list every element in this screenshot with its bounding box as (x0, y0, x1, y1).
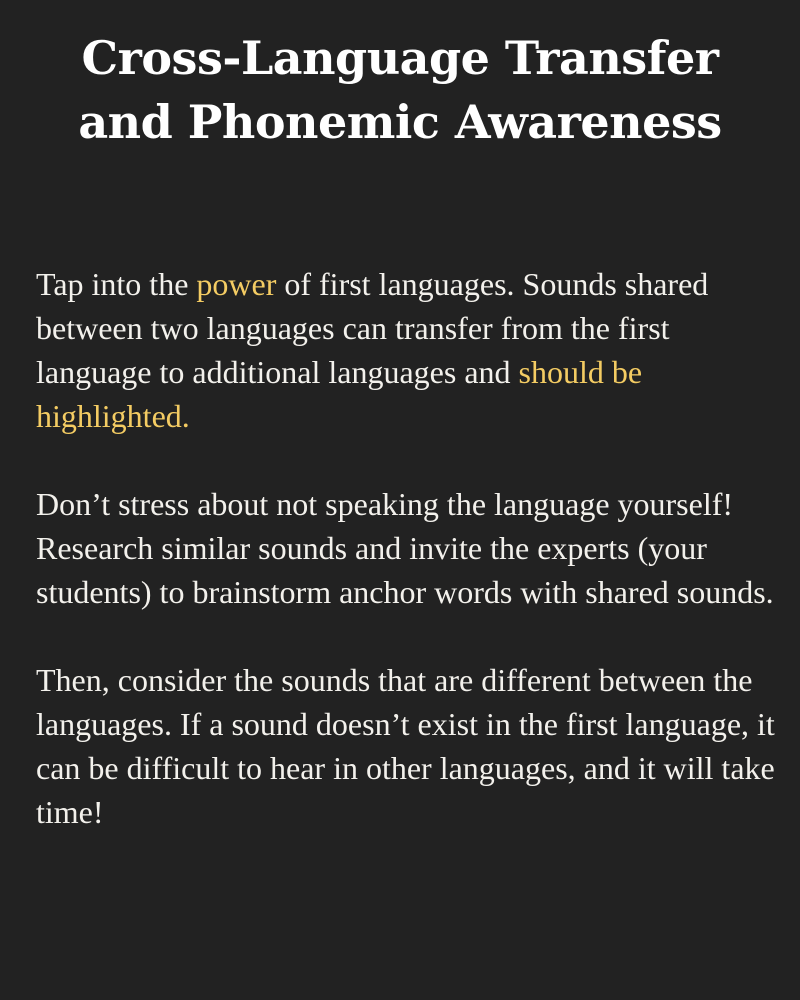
title-line-1: Cross-Language Transfer (81, 31, 719, 85)
paragraph-different-sounds: Then, consider the sounds that are different between the languages. If a sound doesn’t exist in the first language, it can be difficult to hear in other languages, and it will take time! (36, 662, 775, 830)
paragraph-first-languages (36, 262, 776, 438)
body-text (36, 262, 776, 834)
highlight-should-be-highlighted: should be highlighted. (36, 354, 643, 434)
paragraph-1-middle: of first languages. Sounds shared between two languages can transfer from the first language to additional languages and (36, 266, 709, 390)
page-title (0, 26, 800, 154)
highlight-power: power (196, 266, 277, 302)
paragraph-1-start: Tap into the (36, 266, 197, 302)
title-line-2: and Phonemic Awareness (78, 95, 722, 149)
paragraph-dont-stress: Don’t stress about not speaking the language yourself! Research similar sounds and invite the experts (your students) to brainstorm anchor words with shared sounds. (36, 486, 774, 610)
